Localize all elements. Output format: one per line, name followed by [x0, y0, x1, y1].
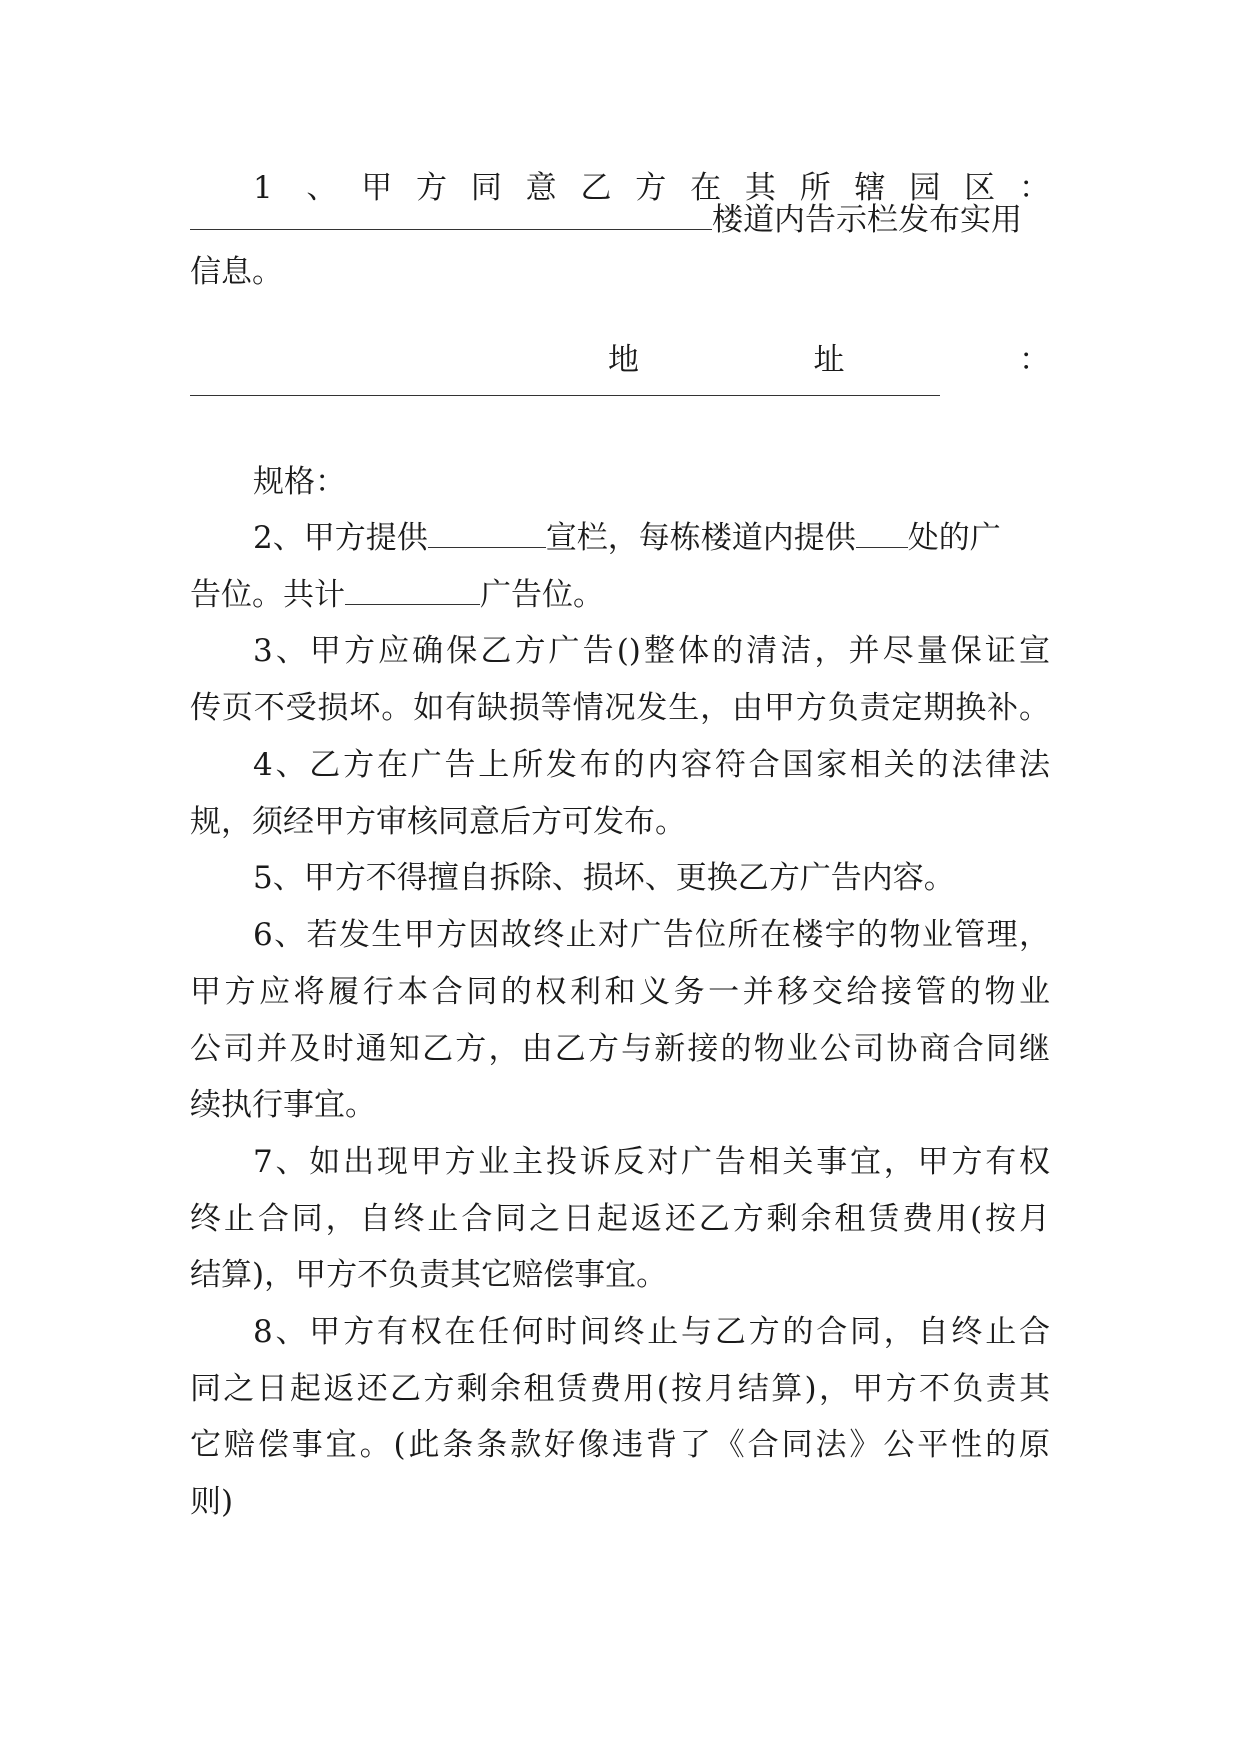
clause-1-line-1: 1 、甲方同意乙方在其所辖园区： — [253, 170, 1050, 206]
address-blank[interactable] — [190, 395, 940, 396]
clause-3-line-1: 3、甲方应确保乙方广告()整体的清洁，并尽量保证宣 — [253, 633, 1050, 669]
clause-1-line-2-text: 楼道内告示栏发布实用 — [712, 202, 1022, 238]
clause-1-line-3: 信息。 — [190, 254, 283, 290]
clause-7-line-2: 终止合同，自终止合同之日起返还乙方剩余租赁费用(按月 — [190, 1201, 1050, 1237]
clause-4-line-1: 4、乙方在广告上所发布的内容符合国家相关的法律法 — [253, 747, 1050, 783]
clause-5-line-1: 5、甲方不得擅自拆除、损坏、更换乙方广告内容。 — [253, 860, 955, 896]
clause-2-part-a: 2、甲方提供 — [253, 520, 428, 556]
per-floor-count-blank[interactable] — [856, 519, 908, 548]
clause-7-line-1: 7、如出现甲方业主投诉反对广告相关事宜，甲方有权 — [253, 1144, 1050, 1180]
clause-2-line-2-b: 广告位。 — [480, 577, 604, 613]
clause-1-line-2 — [190, 200, 1050, 240]
clause-6-line-4: 续执行事宜。 — [190, 1087, 376, 1123]
board-count-blank[interactable] — [428, 519, 546, 548]
clause-6-line-3: 公司并及时通知乙方，由乙方与新接的物业公司协商合同继 — [190, 1031, 1050, 1067]
address-label: 地 址 ： — [608, 342, 1050, 378]
clause-7-line-3: 结算)，甲方不负责其它赔偿事宜。 — [190, 1257, 668, 1293]
clause-2-line-2 — [190, 575, 1050, 615]
clause-2-line-1 — [253, 518, 1050, 558]
clause-6-line-1: 6、若发生甲方因故终止对广告位所在楼宇的物业管理， — [253, 917, 1050, 953]
clause-2-part-c: 处的广 — [907, 520, 1001, 556]
clause-2-part-b: 宣栏，每栋楼道内提供 — [545, 520, 856, 556]
clause-8-line-3: 它赔偿事宜。(此条条款好像违背了《合同法》公平性的原 — [190, 1427, 1050, 1463]
clause-8-line-4: 则) — [190, 1484, 234, 1520]
clause-6-line-2: 甲方应将履行本合同的权利和义务一并移交给接管的物业 — [190, 974, 1050, 1010]
clause-4-line-2: 规，须经甲方审核同意后方可发布。 — [190, 804, 686, 840]
venue-blank[interactable] — [190, 201, 712, 230]
clause-2-line-2-a: 告位。共计 — [190, 577, 345, 613]
spec-label: 规格： — [253, 464, 346, 500]
total-count-blank[interactable] — [345, 576, 480, 605]
clause-3-line-2: 传页不受损坏。如有缺损等情况发生，由甲方负责定期换补。 — [190, 690, 1050, 726]
clause-8-line-1: 8、甲方有权在任何时间终止与乙方的合同，自终止合 — [253, 1314, 1050, 1350]
clause-8-line-2: 同之日起返还乙方剩余租赁费用(按月结算)，甲方不负责其 — [190, 1371, 1050, 1407]
